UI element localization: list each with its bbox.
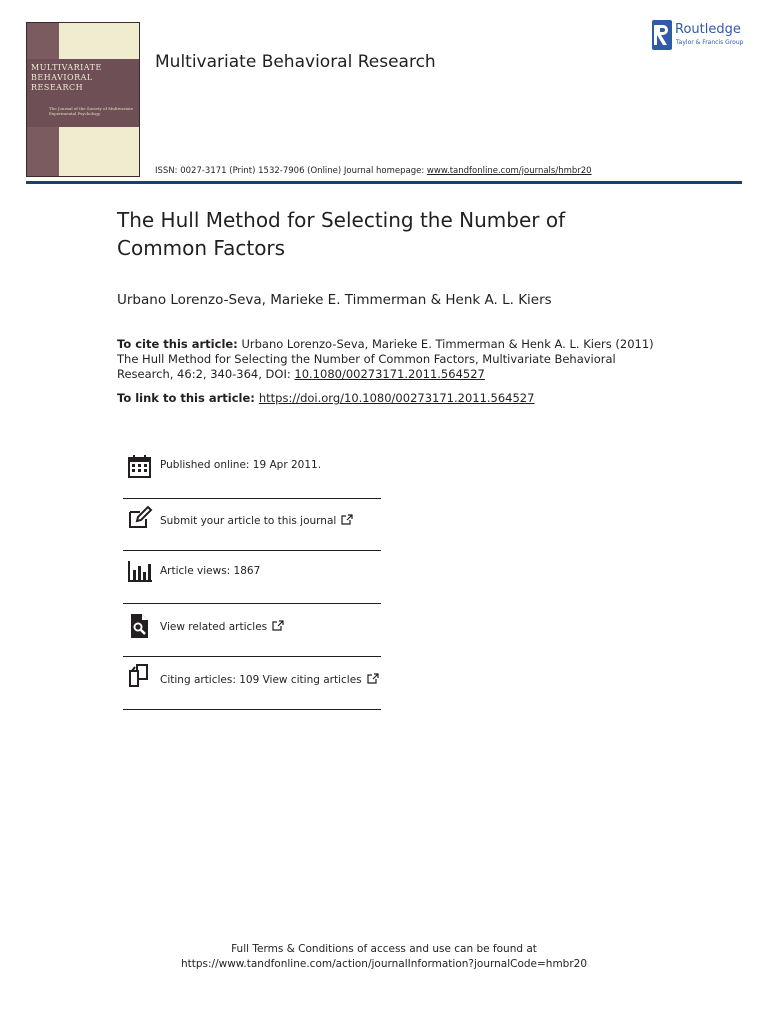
citation-label: To cite this article: [117,337,238,351]
info-row-related[interactable] [123,605,381,657]
cover-title: MULTIVARIATE BEHAVIORAL RESEARCH [31,63,102,92]
citation-block [117,337,657,382]
citation-text: Urbano Lorenzo-Seva, Marieke E. Timmerman & Henk A. L. Kiers (2011) The Hull Method for Selecting the Number of Common Factors, Multivariate Behavioral Research, 46:2, 340-364, DOI: [117,337,654,381]
bar-chart-icon [127,558,153,584]
publisher-logo[interactable] [652,20,748,50]
footer-line-1: Full Terms & Conditions of access and use can be found at [231,943,537,955]
journal-homepage-link[interactable]: www.tandfonline.com/journals/hmbr20 [426,166,592,176]
article-link-line [117,391,534,405]
footer-terms [0,942,768,972]
article-views-text: Article views: 1867 [160,565,261,577]
info-row-submit[interactable] [123,499,381,551]
edit-icon [127,505,153,531]
journal-cover-image [26,22,140,177]
external-link-icon [341,514,353,525]
article-title: The Hull Method for Selecting the Number of Common Factors [117,208,566,260]
publisher-name: Routledge [675,22,741,37]
citing-articles-link[interactable]: Citing articles: 109 View citing articles [160,673,379,686]
article-authors: Urbano Lorenzo-Seva, Marieke E. Timmerman & Henk A. L. Kiers [117,292,552,308]
publisher-tagline: Taylor & Francis Group [676,39,744,46]
journal-name: Multivariate Behavioral Research [155,52,436,72]
info-row-citing[interactable] [123,658,381,710]
submit-article-link[interactable]: Submit your article to this journal [160,514,353,527]
row-divider [123,709,381,710]
calendar-icon [127,453,153,479]
terms-link[interactable]: https://www.tandfonline.com/action/journalInformation?journalCode=hmbr20 [180,958,588,970]
search-document-icon [127,613,153,639]
routledge-logo-icon [652,20,672,50]
info-row-views [123,552,381,604]
issn-line [155,166,592,176]
issn-text: ISSN: 0027-3171 (Print) 1532-7906 (Online) Journal homepage: [155,166,427,176]
published-text: Published online: 19 Apr 2011. [160,459,322,471]
cover-subtitle: The Journal of the Society of Multivariate Experimental Psychology [49,106,134,116]
link-label: To link to this article: [117,391,259,405]
row-divider [123,603,381,604]
article-doi-link[interactable]: https://doi.org/10.1080/00273171.2011.564527 [258,391,535,405]
row-divider [123,656,381,657]
copy-icon [127,663,153,689]
info-row-published [123,447,381,499]
doi-link[interactable]: 10.1080/00273171.2011.564527 [294,367,485,381]
row-divider [123,550,381,551]
external-link-icon [272,620,284,631]
external-link-icon [367,673,379,684]
header-divider [26,181,742,184]
view-related-articles-link[interactable]: View related articles [160,620,284,633]
